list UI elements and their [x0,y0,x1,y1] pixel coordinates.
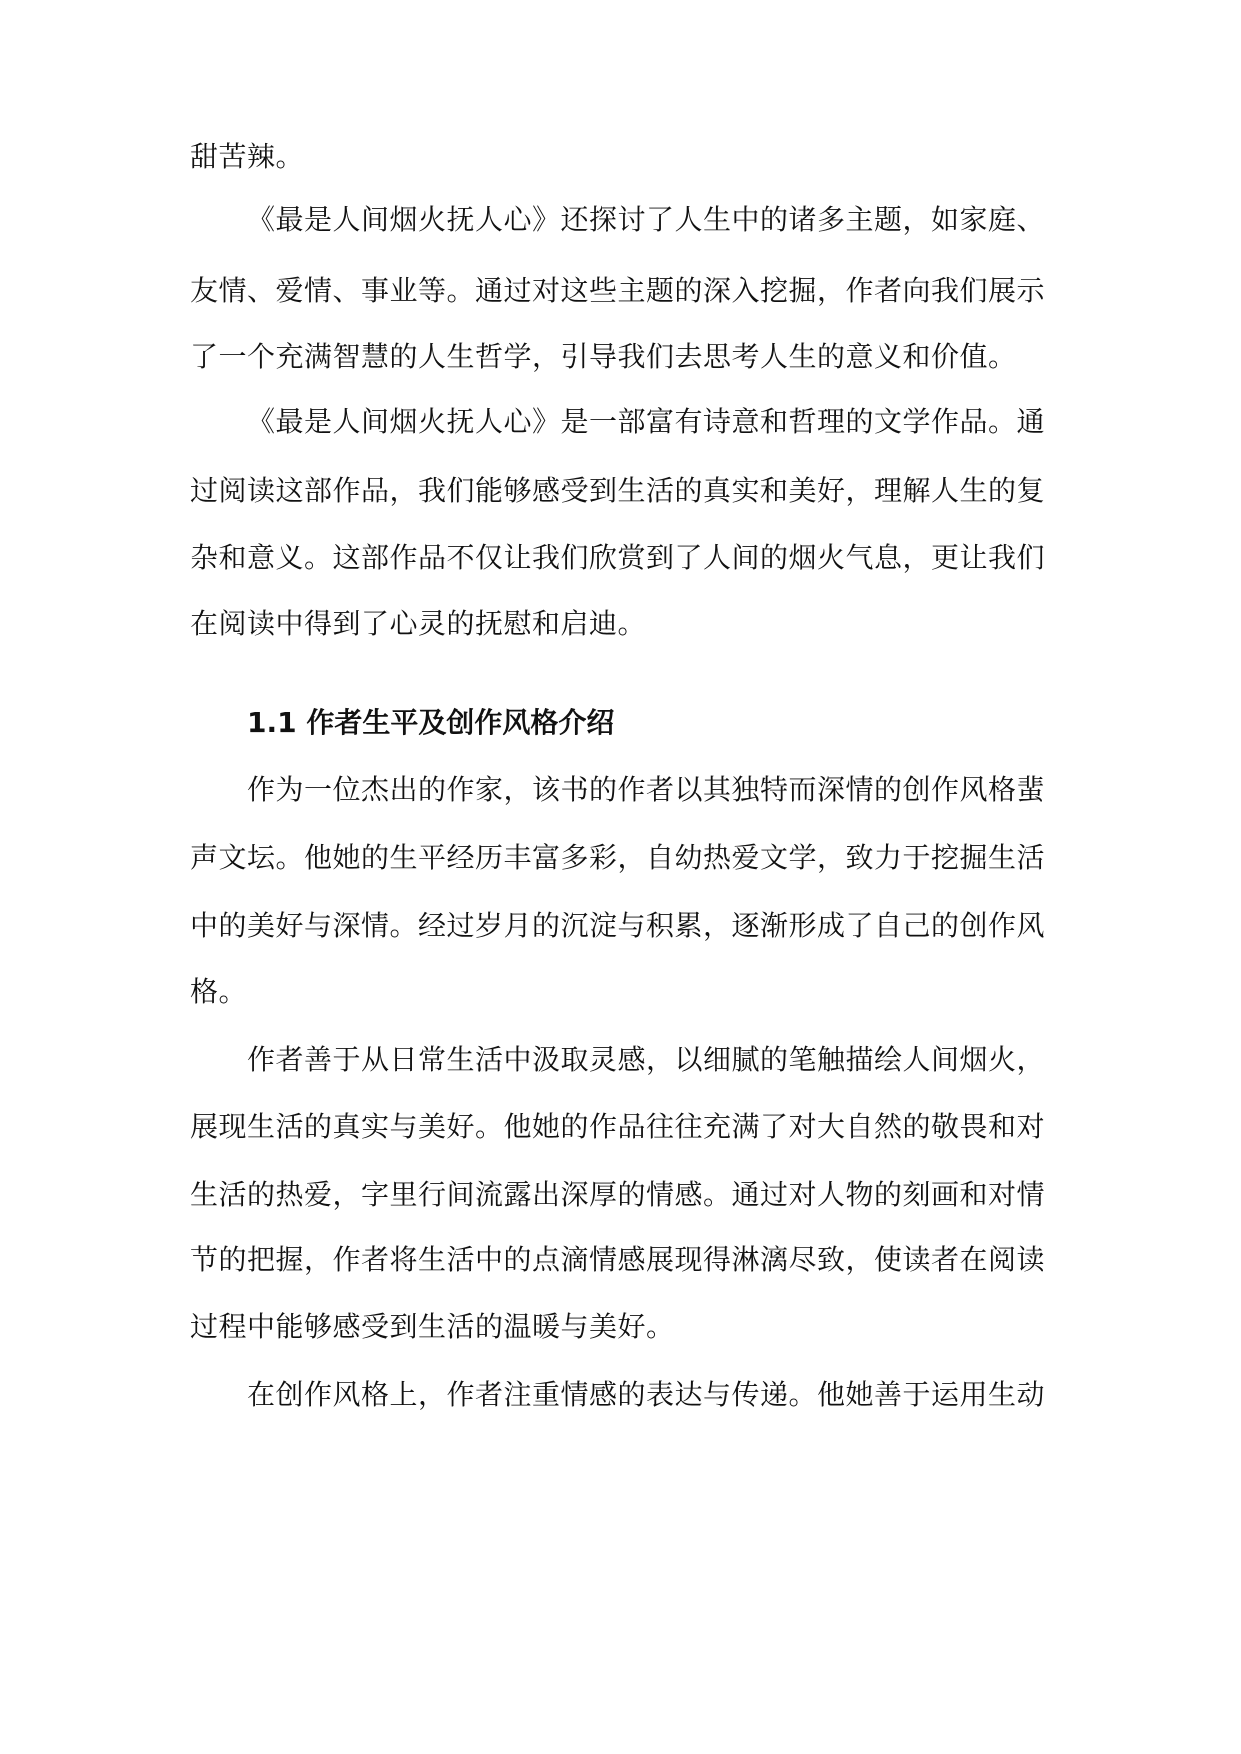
section-heading: 1.1 作者生平及创作风格介绍 [247,706,615,739]
paragraph-line: 在创作风格上，作者注重情感的表达与传递。他她善于运用生动 [247,1378,1046,1411]
paragraph-line: 中的美好与深情。经过岁月的沉淀与积累，逐渐形成了自己的创作风 [190,909,1046,942]
paragraph-line: 在阅读中得到了心灵的抚慰和启迪。 [190,607,647,640]
paragraph-line: 杂和意义。这部作品不仅让我们欣赏到了人间的烟火气息，更让我们 [190,541,1046,574]
paragraph-line: 生活的热爱，字里行间流露出深厚的情感。通过对人物的刻画和对情 [190,1178,1046,1211]
paragraph-line: 过阅读这部作品，我们能够感受到生活的真实和美好，理解人生的复 [190,474,1046,507]
paragraph-line: 甜苦辣。 [190,140,305,173]
paragraph-line: 过程中能够感受到生活的温暖与美好。 [190,1310,675,1343]
paragraph-line: 《最是人间烟火抚人心》还探讨了人生中的诸多主题，如家庭、 [247,203,1046,236]
paragraph-line: 作为一位杰出的作家，该书的作者以其独特而深情的创作风格蜚 [247,773,1046,806]
paragraph-line: 友情、爱情、事业等。通过对这些主题的深入挖掘，作者向我们展示 [190,274,1046,307]
paragraph-line: 格。 [190,975,248,1008]
paragraph-line: 声文坛。他她的生平经历丰富多彩，自幼热爱文学，致力于挖掘生活 [190,841,1046,874]
paragraph-line: 作者善于从日常生活中汲取灵感，以细腻的笔触描绘人间烟火， [247,1043,1046,1076]
paragraph-line: 《最是人间烟火抚人心》是一部富有诗意和哲理的文学作品。通 [247,405,1046,438]
paragraph-line: 了一个充满智慧的人生哲学，引导我们去思考人生的意义和价值。 [190,340,1017,373]
paragraph-line: 展现生活的真实与美好。他她的作品往往充满了对大自然的敬畏和对 [190,1110,1046,1143]
paragraph-line: 节的把握，作者将生活中的点滴情感展现得淋漓尽致，使读者在阅读 [190,1243,1046,1276]
